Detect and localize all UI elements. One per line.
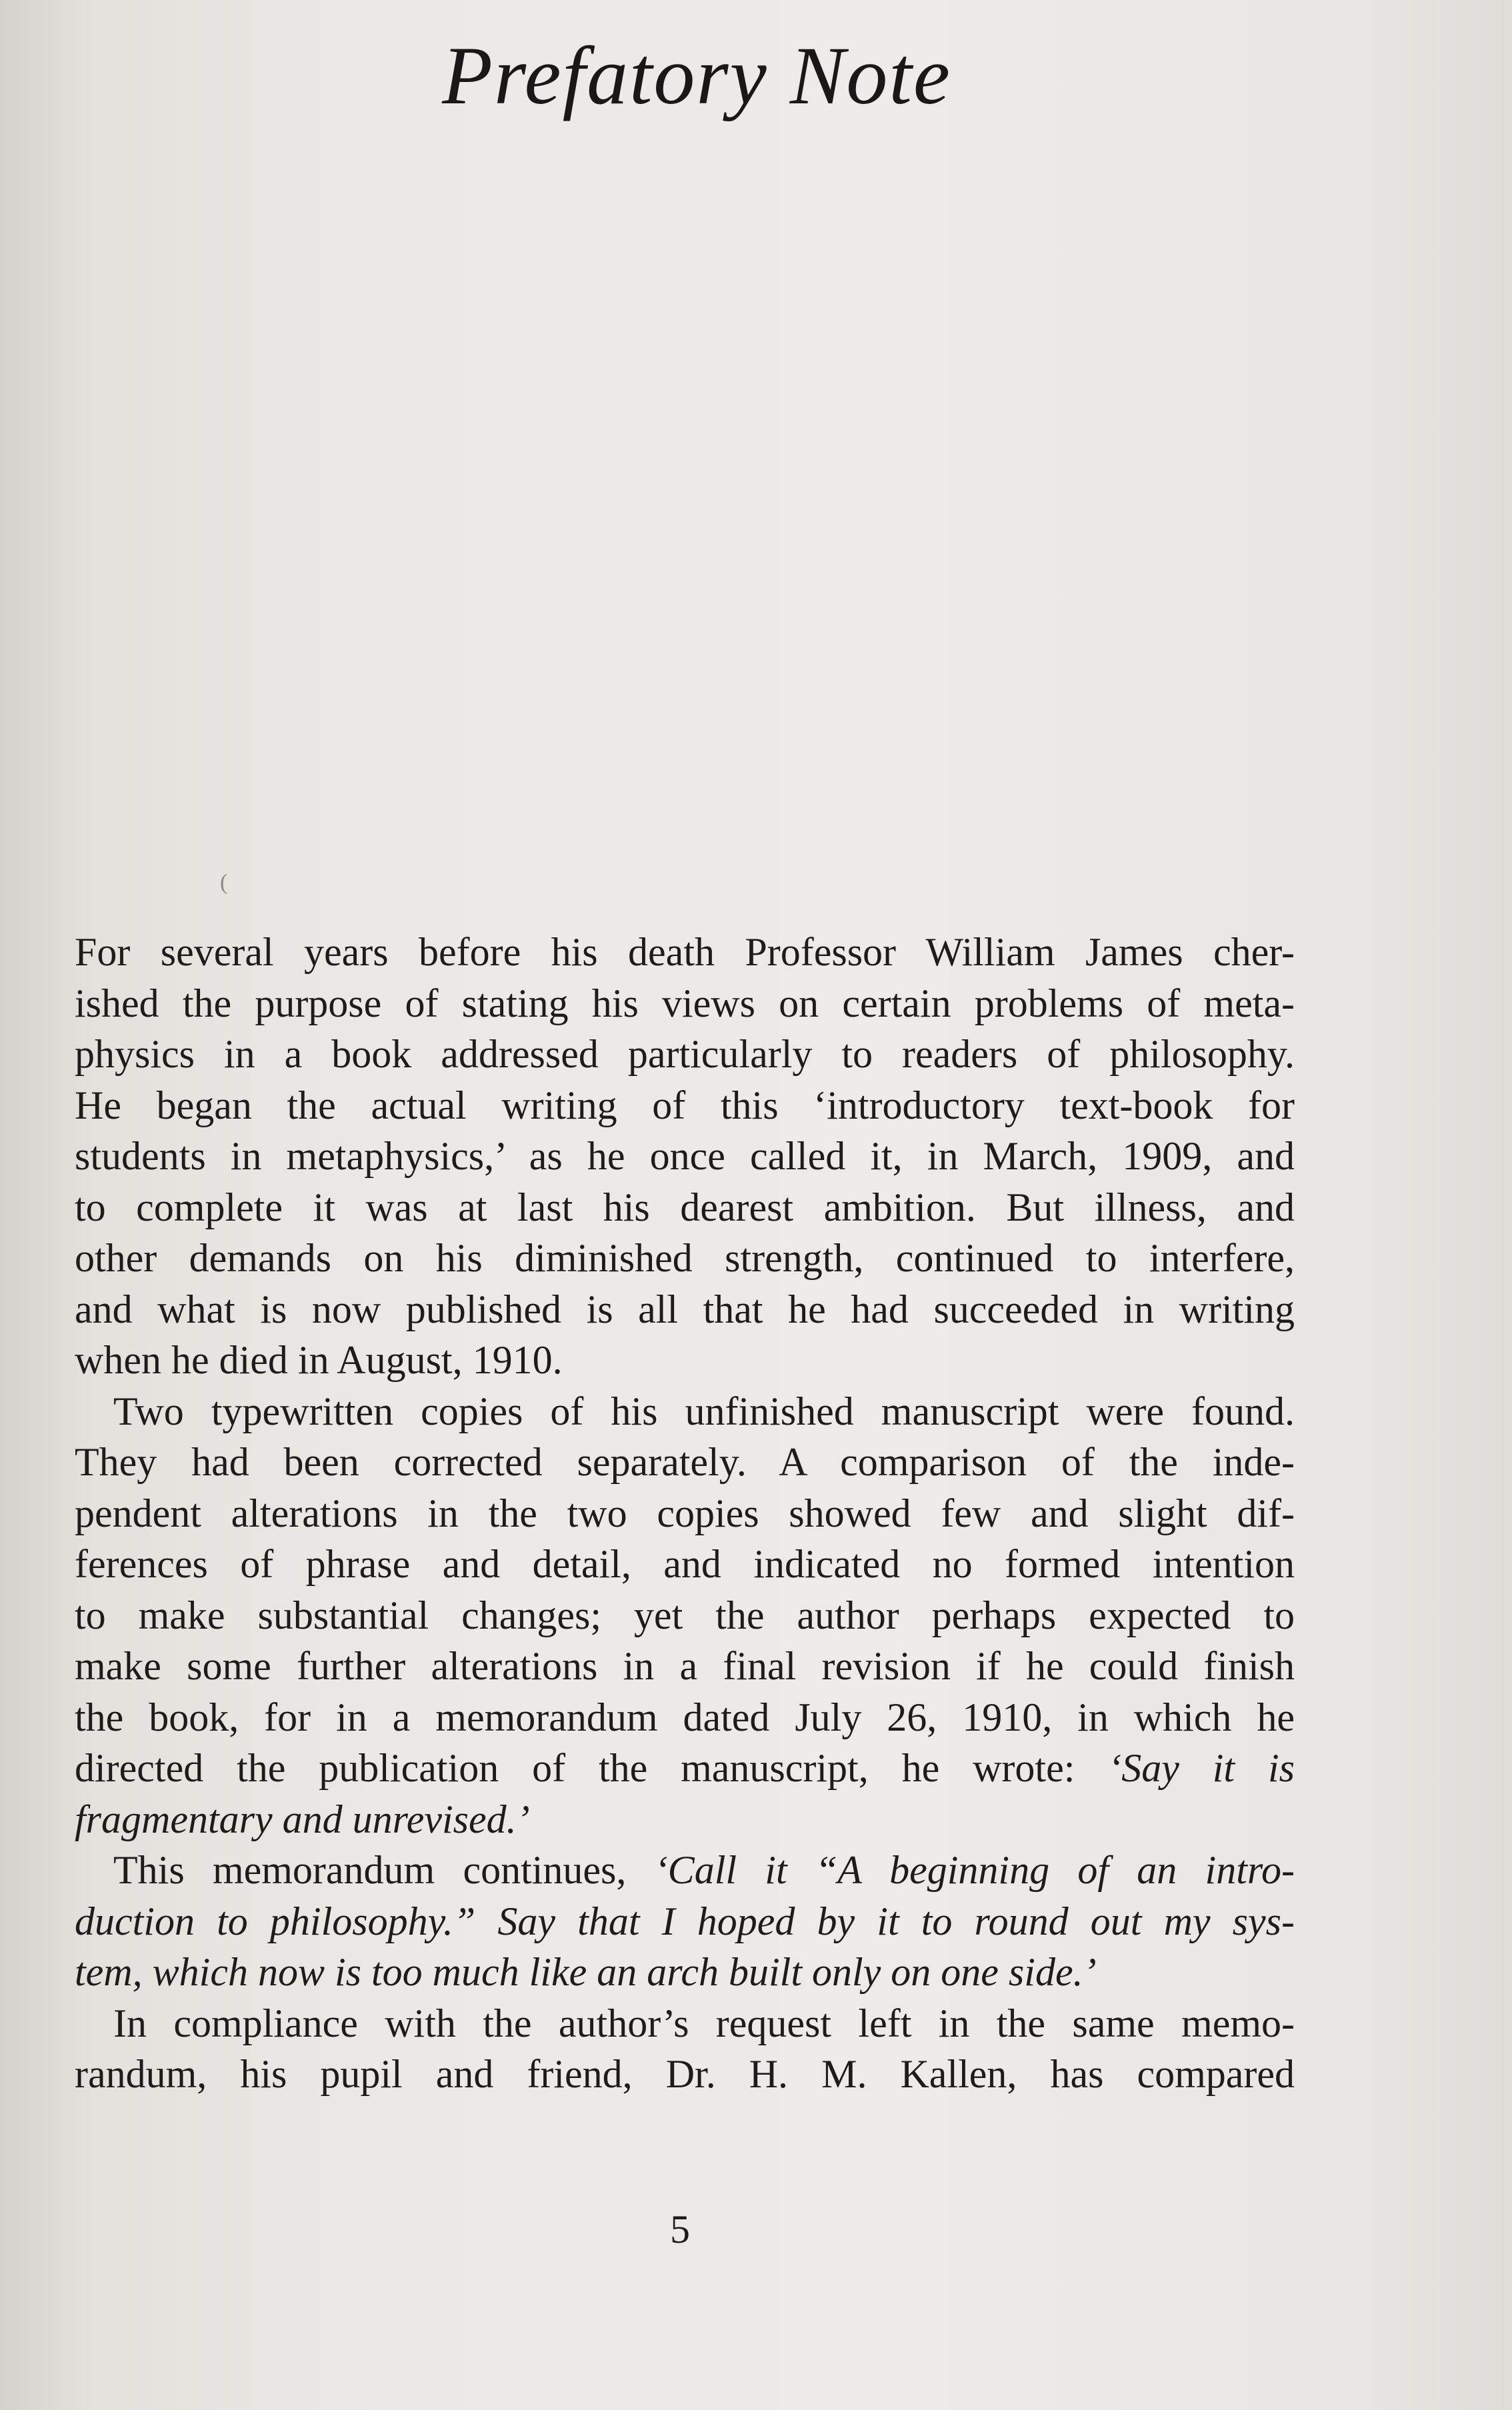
paragraph-4 [75, 1998, 1295, 2100]
text-line: the book, for in a memorandum dated July 26, 1910, in which he [75, 1695, 1295, 1739]
text-line: students in metaphysics,’ as he once called it, in March, 1909, and [75, 1134, 1295, 1178]
text-line: randum, his pupil and friend, Dr. H. M. Kallen, has compared [75, 2052, 1295, 2096]
text-line: ished the purpose of stating his views on certain problems of meta- [75, 981, 1295, 1025]
italic-quote: fragmentary and unrevised.’ [75, 1797, 530, 1841]
text-line: physics in a book addressed particularly to readers of philosophy. [75, 1032, 1295, 1076]
text-line: other demands on his diminished strength, continued to interfere, [75, 1236, 1295, 1280]
italic-quote: ‘Say it is [1108, 1746, 1295, 1790]
text-segment: This memorandum continues, [113, 1848, 655, 1892]
text-line: In compliance with the author’s request left in the same memo- [113, 2001, 1295, 2045]
text-line: For several years before his death Professor William James cher- [75, 930, 1295, 974]
text-line-italic [75, 1794, 1295, 1845]
italic-quote: ‘Call it “A beginning of an intro- [654, 1848, 1295, 1892]
text-line-italic [75, 1947, 1295, 1998]
text-line-with-italic [75, 1743, 1295, 1794]
text-line: and what is now published is all that he had succeeded in writing [75, 1287, 1295, 1331]
body-text [75, 927, 1295, 2100]
italic-quote: tem, which now is too much like an arch built only on one side.’ [75, 1950, 1097, 1994]
page-number: 5 [670, 2207, 690, 2251]
text-line: Two typewritten copies of his unfinished manuscript were found. [113, 1389, 1295, 1433]
paragraph-2 [75, 1386, 1295, 1845]
text-line: when he died in August, 1910. [75, 1338, 563, 1382]
text-line: They had been corrected separately. A comparison of the inde- [75, 1440, 1295, 1484]
text-line: He began the actual writing of this ‘introductory text-book for [75, 1083, 1295, 1127]
italic-quote: duction to philosophy.” Say that I hoped by it to round out my sys- [75, 1899, 1295, 1943]
page-title: Prefatory Note [442, 30, 951, 121]
text-line: ferences of phrase and detail, and indicated no formed intention [75, 1542, 1295, 1586]
paragraph-1 [75, 927, 1295, 1386]
text-line: to complete it was at last his dearest ambition. But illness, and [75, 1185, 1295, 1229]
text-line-with-italic [75, 1845, 1295, 1896]
stray-pencil-mark: ( [220, 870, 228, 895]
text-segment: directed the publication of the manuscript, he wrote: [75, 1746, 1109, 1790]
text-line: to make substantial changes; yet the author perhaps expected to [75, 1593, 1295, 1637]
paragraph-3 [75, 1845, 1295, 1998]
text-line-italic [75, 1896, 1295, 1947]
text-line: pendent alterations in the two copies showed few and slight dif- [75, 1491, 1295, 1535]
text-line: make some further alterations in a final revision if he could finish [75, 1644, 1295, 1688]
